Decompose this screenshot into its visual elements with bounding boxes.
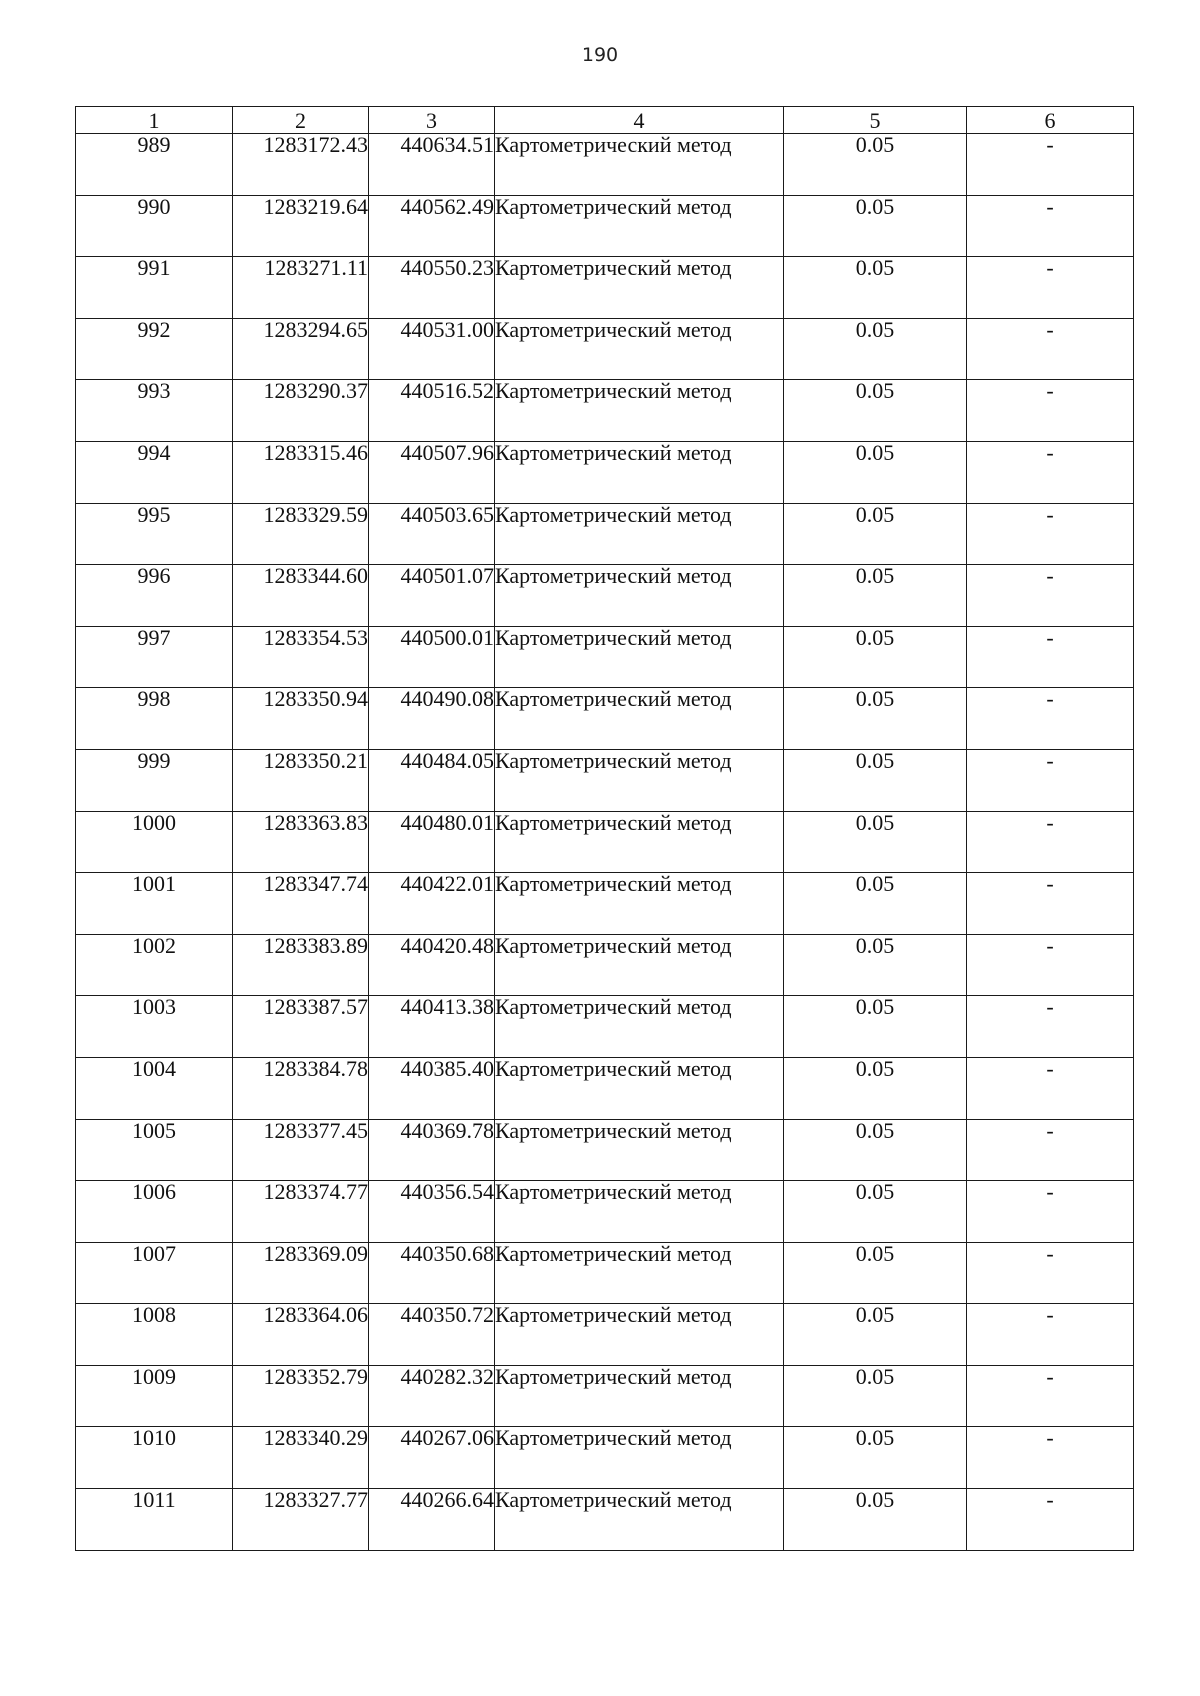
x-coordinate-cell: 1283387.57 — [233, 996, 369, 1058]
y-coordinate-cell: 440503.65 — [369, 503, 495, 565]
point-number-cell: 992 — [76, 318, 233, 380]
point-number-cell: 1009 — [76, 1365, 233, 1427]
x-coordinate-cell: 1283354.53 — [233, 626, 369, 688]
point-number-cell: 994 — [76, 441, 233, 503]
table-row — [76, 873, 1134, 935]
x-coordinate-cell: 1283294.65 — [233, 318, 369, 380]
method-cell: Картометрический метод — [495, 996, 784, 1058]
table-row — [76, 996, 1134, 1058]
description-cell: - — [967, 134, 1134, 196]
accuracy-cell: 0.05 — [784, 873, 967, 935]
accuracy-cell: 0.05 — [784, 749, 967, 811]
description-cell: - — [967, 1242, 1134, 1304]
point-number-cell: 1002 — [76, 934, 233, 996]
column-header: 5 — [784, 107, 967, 134]
x-coordinate-cell: 1283172.43 — [233, 134, 369, 196]
x-coordinate-cell: 1283327.77 — [233, 1489, 369, 1551]
description-cell: - — [967, 996, 1134, 1058]
accuracy-cell: 0.05 — [784, 1304, 967, 1366]
method-cell: Картометрический метод — [495, 1119, 784, 1181]
y-coordinate-cell: 440282.32 — [369, 1365, 495, 1427]
description-cell: - — [967, 565, 1134, 627]
table-row — [76, 626, 1134, 688]
y-coordinate-cell: 440420.48 — [369, 934, 495, 996]
method-cell: Картометрический метод — [495, 1489, 784, 1551]
accuracy-cell: 0.05 — [784, 1489, 967, 1551]
y-coordinate-cell: 440490.08 — [369, 688, 495, 750]
description-cell: - — [967, 626, 1134, 688]
point-number-cell: 1010 — [76, 1427, 233, 1489]
method-cell: Картометрический метод — [495, 749, 784, 811]
description-cell: - — [967, 318, 1134, 380]
y-coordinate-cell: 440385.40 — [369, 1057, 495, 1119]
description-cell: - — [967, 1427, 1134, 1489]
y-coordinate-cell: 440413.38 — [369, 996, 495, 1058]
accuracy-cell: 0.05 — [784, 565, 967, 627]
accuracy-cell: 0.05 — [784, 626, 967, 688]
description-cell: - — [967, 195, 1134, 257]
table-row — [76, 380, 1134, 442]
x-coordinate-cell: 1283350.21 — [233, 749, 369, 811]
table-row — [76, 749, 1134, 811]
table-row — [76, 1119, 1134, 1181]
accuracy-cell: 0.05 — [784, 380, 967, 442]
accuracy-cell: 0.05 — [784, 811, 967, 873]
method-cell: Картометрический метод — [495, 441, 784, 503]
x-coordinate-cell: 1283363.83 — [233, 811, 369, 873]
table-row — [76, 318, 1134, 380]
x-coordinate-cell: 1283340.29 — [233, 1427, 369, 1489]
y-coordinate-cell: 440369.78 — [369, 1119, 495, 1181]
accuracy-cell: 0.05 — [784, 1057, 967, 1119]
method-cell: Картометрический метод — [495, 318, 784, 380]
point-number-cell: 1000 — [76, 811, 233, 873]
accuracy-cell: 0.05 — [784, 134, 967, 196]
column-header: 3 — [369, 107, 495, 134]
x-coordinate-cell: 1283374.77 — [233, 1181, 369, 1243]
x-coordinate-cell: 1283329.59 — [233, 503, 369, 565]
table-row — [76, 134, 1134, 196]
table-row — [76, 1365, 1134, 1427]
y-coordinate-cell: 440422.01 — [369, 873, 495, 935]
accuracy-cell: 0.05 — [784, 257, 967, 319]
accuracy-cell: 0.05 — [784, 688, 967, 750]
method-cell: Картометрический метод — [495, 811, 784, 873]
table-body — [76, 134, 1134, 1551]
accuracy-cell: 0.05 — [784, 441, 967, 503]
x-coordinate-cell: 1283384.78 — [233, 1057, 369, 1119]
method-cell: Картометрический метод — [495, 1057, 784, 1119]
accuracy-cell: 0.05 — [784, 1365, 967, 1427]
y-coordinate-cell: 440550.23 — [369, 257, 495, 319]
point-number-cell: 1005 — [76, 1119, 233, 1181]
point-number-cell: 1004 — [76, 1057, 233, 1119]
description-cell: - — [967, 1181, 1134, 1243]
y-coordinate-cell: 440501.07 — [369, 565, 495, 627]
coordinates-table — [75, 106, 1134, 1551]
x-coordinate-cell: 1283350.94 — [233, 688, 369, 750]
x-coordinate-cell: 1283271.11 — [233, 257, 369, 319]
table-row — [76, 1181, 1134, 1243]
column-header: 6 — [967, 107, 1134, 134]
method-cell: Картометрический метод — [495, 503, 784, 565]
method-cell: Картометрический метод — [495, 380, 784, 442]
method-cell: Картометрический метод — [495, 565, 784, 627]
description-cell: - — [967, 257, 1134, 319]
column-header: 4 — [495, 107, 784, 134]
description-cell: - — [967, 1057, 1134, 1119]
point-number-cell: 993 — [76, 380, 233, 442]
x-coordinate-cell: 1283369.09 — [233, 1242, 369, 1304]
description-cell: - — [967, 503, 1134, 565]
x-coordinate-cell: 1283344.60 — [233, 565, 369, 627]
point-number-cell: 1006 — [76, 1181, 233, 1243]
method-cell: Картометрический метод — [495, 1242, 784, 1304]
method-cell: Картометрический метод — [495, 1304, 784, 1366]
description-cell: - — [967, 1304, 1134, 1366]
y-coordinate-cell: 440562.49 — [369, 195, 495, 257]
accuracy-cell: 0.05 — [784, 934, 967, 996]
x-coordinate-cell: 1283364.06 — [233, 1304, 369, 1366]
description-cell: - — [967, 934, 1134, 996]
y-coordinate-cell: 440531.00 — [369, 318, 495, 380]
accuracy-cell: 0.05 — [784, 996, 967, 1058]
table-row — [76, 257, 1134, 319]
method-cell: Картометрический метод — [495, 1427, 784, 1489]
description-cell: - — [967, 380, 1134, 442]
table-row — [76, 1242, 1134, 1304]
accuracy-cell: 0.05 — [784, 318, 967, 380]
table-row — [76, 503, 1134, 565]
x-coordinate-cell: 1283347.74 — [233, 873, 369, 935]
table-row — [76, 1057, 1134, 1119]
x-coordinate-cell: 1283315.46 — [233, 441, 369, 503]
point-number-cell: 989 — [76, 134, 233, 196]
y-coordinate-cell: 440484.05 — [369, 749, 495, 811]
y-coordinate-cell: 440500.01 — [369, 626, 495, 688]
y-coordinate-cell: 440350.72 — [369, 1304, 495, 1366]
table-row — [76, 441, 1134, 503]
description-cell: - — [967, 1365, 1134, 1427]
description-cell: - — [967, 688, 1134, 750]
table-row — [76, 1427, 1134, 1489]
y-coordinate-cell: 440507.96 — [369, 441, 495, 503]
header-row — [76, 107, 1134, 134]
accuracy-cell: 0.05 — [784, 1181, 967, 1243]
x-coordinate-cell: 1283219.64 — [233, 195, 369, 257]
point-number-cell: 1011 — [76, 1489, 233, 1551]
point-number-cell: 1007 — [76, 1242, 233, 1304]
table-row — [76, 934, 1134, 996]
description-cell: - — [967, 1489, 1134, 1551]
y-coordinate-cell: 440267.06 — [369, 1427, 495, 1489]
point-number-cell: 990 — [76, 195, 233, 257]
table-row — [76, 811, 1134, 873]
method-cell: Картометрический метод — [495, 1365, 784, 1427]
table-row — [76, 565, 1134, 627]
accuracy-cell: 0.05 — [784, 1242, 967, 1304]
table-row — [76, 195, 1134, 257]
point-number-cell: 1003 — [76, 996, 233, 1058]
point-number-cell: 995 — [76, 503, 233, 565]
method-cell: Картометрический метод — [495, 688, 784, 750]
table-row — [76, 1489, 1134, 1551]
x-coordinate-cell: 1283352.79 — [233, 1365, 369, 1427]
y-coordinate-cell: 440634.51 — [369, 134, 495, 196]
method-cell: Картометрический метод — [495, 934, 784, 996]
y-coordinate-cell: 440266.64 — [369, 1489, 495, 1551]
y-coordinate-cell: 440350.68 — [369, 1242, 495, 1304]
method-cell: Картометрический метод — [495, 1181, 784, 1243]
description-cell: - — [967, 873, 1134, 935]
column-header: 2 — [233, 107, 369, 134]
description-cell: - — [967, 1119, 1134, 1181]
method-cell: Картометрический метод — [495, 134, 784, 196]
accuracy-cell: 0.05 — [784, 1427, 967, 1489]
description-cell: - — [967, 749, 1134, 811]
x-coordinate-cell: 1283377.45 — [233, 1119, 369, 1181]
accuracy-cell: 0.05 — [784, 503, 967, 565]
y-coordinate-cell: 440356.54 — [369, 1181, 495, 1243]
y-coordinate-cell: 440480.01 — [369, 811, 495, 873]
column-header: 1 — [76, 107, 233, 134]
table-row — [76, 688, 1134, 750]
point-number-cell: 997 — [76, 626, 233, 688]
method-cell: Картометрический метод — [495, 873, 784, 935]
x-coordinate-cell: 1283290.37 — [233, 380, 369, 442]
table-row — [76, 1304, 1134, 1366]
point-number-cell: 1008 — [76, 1304, 233, 1366]
point-number-cell: 991 — [76, 257, 233, 319]
page-number: 190 — [581, 44, 619, 66]
method-cell: Картометрический метод — [495, 626, 784, 688]
accuracy-cell: 0.05 — [784, 195, 967, 257]
point-number-cell: 1001 — [76, 873, 233, 935]
x-coordinate-cell: 1283383.89 — [233, 934, 369, 996]
description-cell: - — [967, 441, 1134, 503]
accuracy-cell: 0.05 — [784, 1119, 967, 1181]
point-number-cell: 999 — [76, 749, 233, 811]
y-coordinate-cell: 440516.52 — [369, 380, 495, 442]
method-cell: Картометрический метод — [495, 195, 784, 257]
method-cell: Картометрический метод — [495, 257, 784, 319]
point-number-cell: 998 — [76, 688, 233, 750]
point-number-cell: 996 — [76, 565, 233, 627]
description-cell: - — [967, 811, 1134, 873]
